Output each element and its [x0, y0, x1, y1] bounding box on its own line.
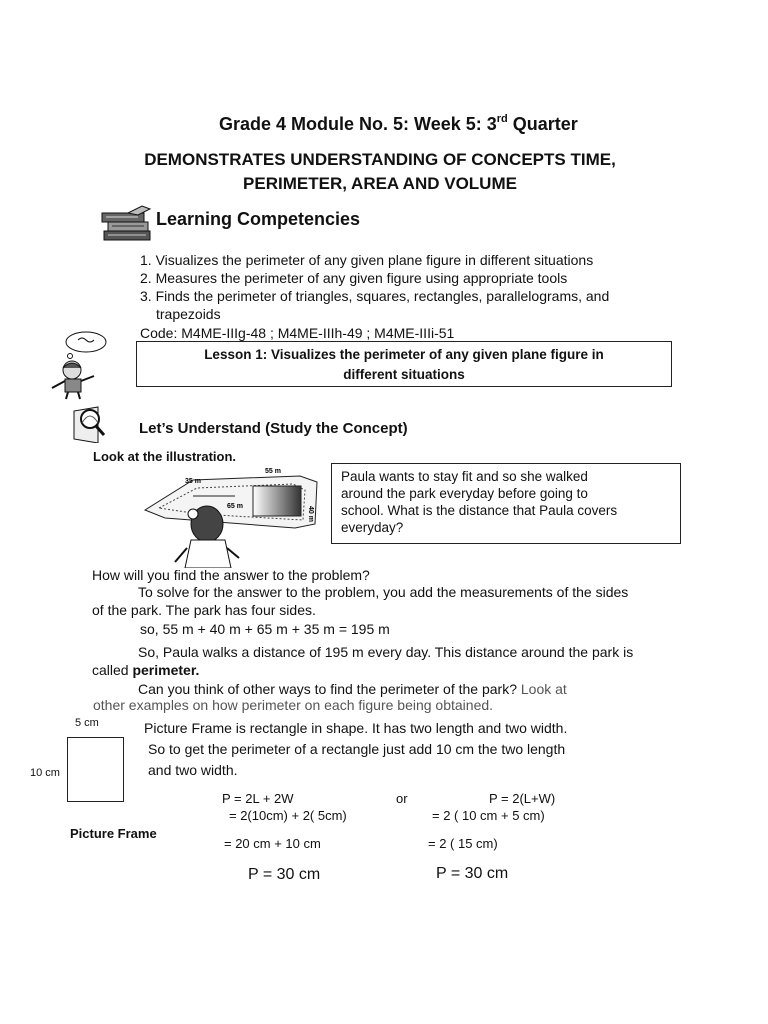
- competencies-title: Learning Competencies: [156, 209, 361, 229]
- page-title: [219, 113, 578, 135]
- story-line: school. What is the distance that Paula covers: [341, 503, 618, 518]
- story-line: Paula wants to stay fit and so she walked: [341, 469, 588, 484]
- title-tail: Quarter: [512, 114, 578, 134]
- formula-left: = 20 cm + 10 cm: [224, 836, 321, 851]
- story-box: [331, 463, 681, 544]
- study-icon: [72, 403, 132, 443]
- competency-item: 1. Visualizes the perimeter of any given plane figure in different situations: [140, 252, 594, 268]
- thinking-boy-icon: [48, 330, 126, 400]
- story-line: around the park everyday before going to: [341, 486, 588, 501]
- frame-description: Picture Frame is rectangle in shape. It has two length and two width.: [144, 720, 568, 736]
- picture-frame-rectangle: [67, 737, 124, 802]
- explanation-muted: Look at: [520, 681, 567, 697]
- heading-line-2: PERIMETER, AREA AND VOLUME: [243, 174, 517, 193]
- label-65m: 65 m: [227, 503, 243, 510]
- frame-description: So to get the perimeter of a rectangle just add 10 cm the two length: [148, 741, 566, 757]
- formula-left-result: P = 30 cm: [248, 866, 321, 883]
- question-text: How will you find the answer to the problem?: [92, 567, 370, 583]
- main-heading: [80, 148, 680, 196]
- formula-right: P = 2(L+W): [489, 791, 556, 806]
- heading-line-1: DEMONSTRATES UNDERSTANDING OF CONCEPTS TIME,: [144, 150, 616, 169]
- look-label: Look at the illustration.: [93, 449, 237, 464]
- frame-length-label: 10 cm: [30, 767, 60, 779]
- perimeter-definition: [92, 661, 199, 679]
- label-35m: 35 m: [185, 478, 201, 485]
- competency-item: trapezoids: [156, 306, 221, 322]
- definition-prefix: called: [92, 662, 133, 678]
- formula-right: = 2 ( 10 cm + 5 cm): [432, 808, 545, 823]
- or-text: or: [396, 791, 408, 806]
- formula-left: = 2(10cm) + 2( 5cm): [229, 808, 347, 823]
- lesson-box: [136, 341, 672, 387]
- competency-item: 3. Finds the perimeter of triangles, squares, rectangles, parallelograms, and: [140, 288, 610, 304]
- title-superscript: rd: [496, 113, 508, 125]
- explanation-line: of the park. The park has four sides.: [92, 602, 316, 618]
- explanation-line: To solve for the answer to the problem, you add the measurements of the sides: [138, 584, 629, 600]
- understand-title: Let’s Understand (Study the Concept): [139, 420, 408, 437]
- formula-right-result: P = 30 cm: [436, 865, 509, 882]
- sum-equation: so, 55 m + 40 m + 65 m + 35 m = 195 m: [140, 621, 390, 637]
- formula-left: P = 2L + 2W: [222, 791, 294, 806]
- frame-caption: Picture Frame: [70, 826, 157, 841]
- story-line: everyday?: [341, 520, 404, 535]
- label-40m: 40 m: [307, 506, 314, 522]
- explanation-line: So, Paula walks a distance of 195 m every day. This distance around the park is: [138, 644, 634, 660]
- frame-description: and two width.: [148, 762, 238, 778]
- books-icon: [98, 205, 156, 243]
- label-55m: 55 m: [265, 468, 281, 475]
- formula-right: = 2 ( 15 cm): [428, 836, 498, 851]
- lesson-line-1: Lesson 1: Visualizes the perimeter of any given plane figure in: [204, 347, 604, 362]
- explanation-line: other examples on how perimeter on each figure being obtained.: [93, 697, 494, 713]
- competency-item: 2. Measures the perimeter of any given figure using appropriate tools: [140, 270, 568, 286]
- perimeter-term: perimeter.: [132, 662, 200, 678]
- competencies-list: [140, 251, 609, 323]
- title-text: Grade 4 Module No. 5: Week 5: 3: [219, 114, 497, 134]
- frame-width-label: 5 cm: [75, 717, 99, 729]
- lesson-line-2: different situations: [343, 367, 465, 382]
- park-illustration: [135, 462, 325, 568]
- competency-code: Code: M4ME-IIIg-48 ; M4ME-IIIh-49 ; M4ME-IIIi-51: [140, 325, 455, 341]
- explanation-question: Can you think of other ways to find the perimeter of the park?: [138, 681, 517, 697]
